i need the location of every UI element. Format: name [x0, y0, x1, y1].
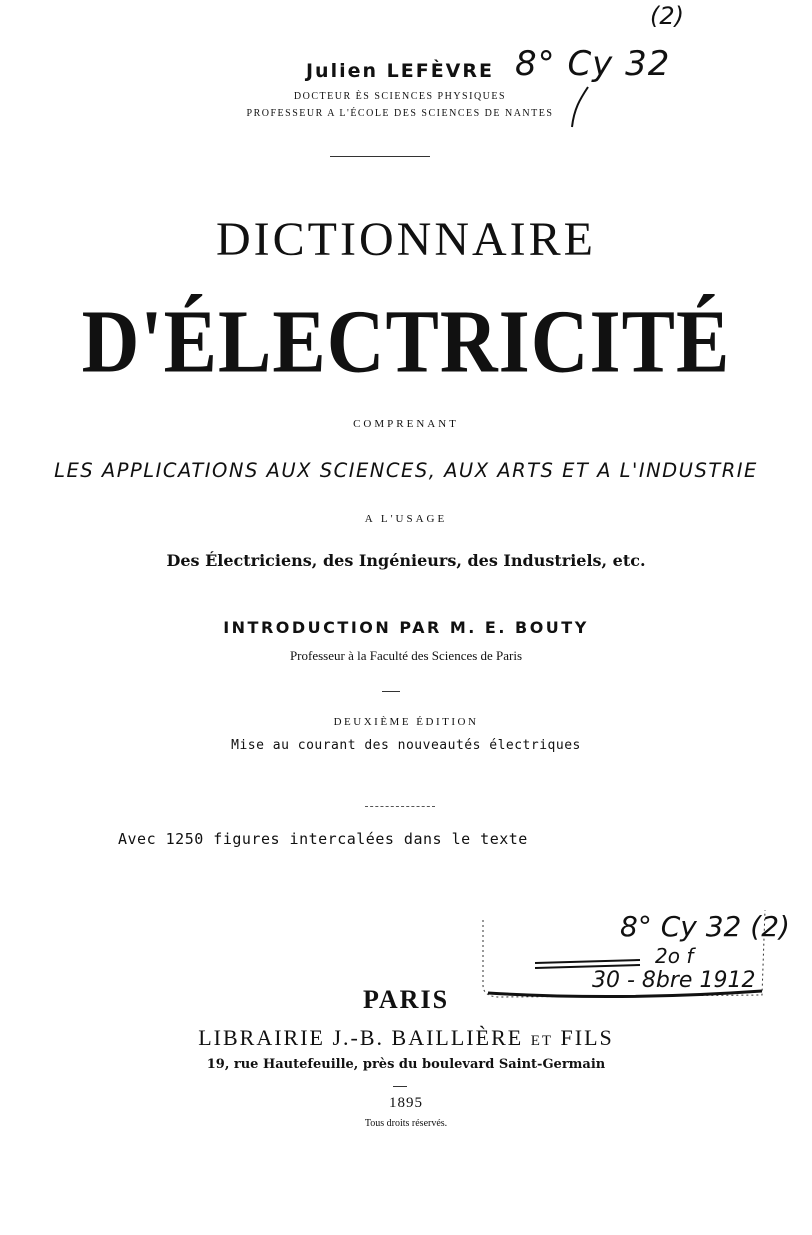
publisher-fils: FILS: [560, 1025, 614, 1050]
divider-rule: [330, 156, 430, 157]
author-degree: DOCTEUR ÈS SCIENCES PHYSIQUES: [293, 91, 507, 102]
stamp-line2: 2o f: [655, 944, 694, 968]
imprint-address: 19, rue Hautefeuille, près du boulevard Saint-Germain: [206, 1057, 606, 1072]
author-name: Julien LEFÈVRE: [305, 60, 494, 82]
figures-note: Avec 1250 figures intercalées dans le texte: [118, 830, 528, 848]
subtitle-audience: Des Électriciens, des Ingénieurs, des Industriels, etc.: [166, 551, 646, 570]
dotted-divider-rule: [365, 806, 435, 807]
imprint-publisher: [0, 1025, 812, 1051]
short-divider-rule: [382, 691, 400, 692]
book-title-line2: D'ÉLECTRICITÉ: [81, 293, 731, 392]
stamp-shelfmark: 8° Cy 32 (2): [620, 910, 790, 943]
introduction-professor: Professeur à la Faculté des Sciences de Paris: [289, 648, 523, 663]
year-divider-rule: [393, 1086, 407, 1087]
handwritten-shelfmark: 8° Cy 32: [515, 44, 671, 84]
handwritten-volume-number: (2): [650, 2, 684, 30]
book-title-line1: DICTIONNAIRE: [216, 213, 596, 266]
subtitle-comprenant: COMPRENANT: [353, 418, 459, 430]
publisher-name: LIBRAIRIE J.-B. BAILLIÈRE: [198, 1025, 524, 1050]
stamp-date: 30 - 8bre 1912: [592, 968, 756, 993]
edition-label: DEUXIÈME ÉDITION: [333, 716, 479, 728]
imprint-city: PARIS: [362, 985, 450, 1014]
subtitle-applications: LES APPLICATIONS AUX SCIENCES, AUX ARTS ET A L'INDUSTRIE: [54, 459, 758, 482]
subtitle-usage: A L'USAGE: [364, 513, 448, 525]
introduction-line: INTRODUCTION PAR M. E. BOUTY: [223, 618, 589, 637]
publisher-et: ET: [530, 1033, 554, 1049]
author-position: PROFESSEUR A L'ÉCOLE DES SCIENCES DE NANTES: [246, 108, 554, 119]
edition-update-note: Mise au courant des nouveautés électriques: [231, 738, 581, 753]
imprint-rights: Tous droits réservés.: [364, 1118, 448, 1129]
imprint-year: 1895: [389, 1095, 423, 1111]
